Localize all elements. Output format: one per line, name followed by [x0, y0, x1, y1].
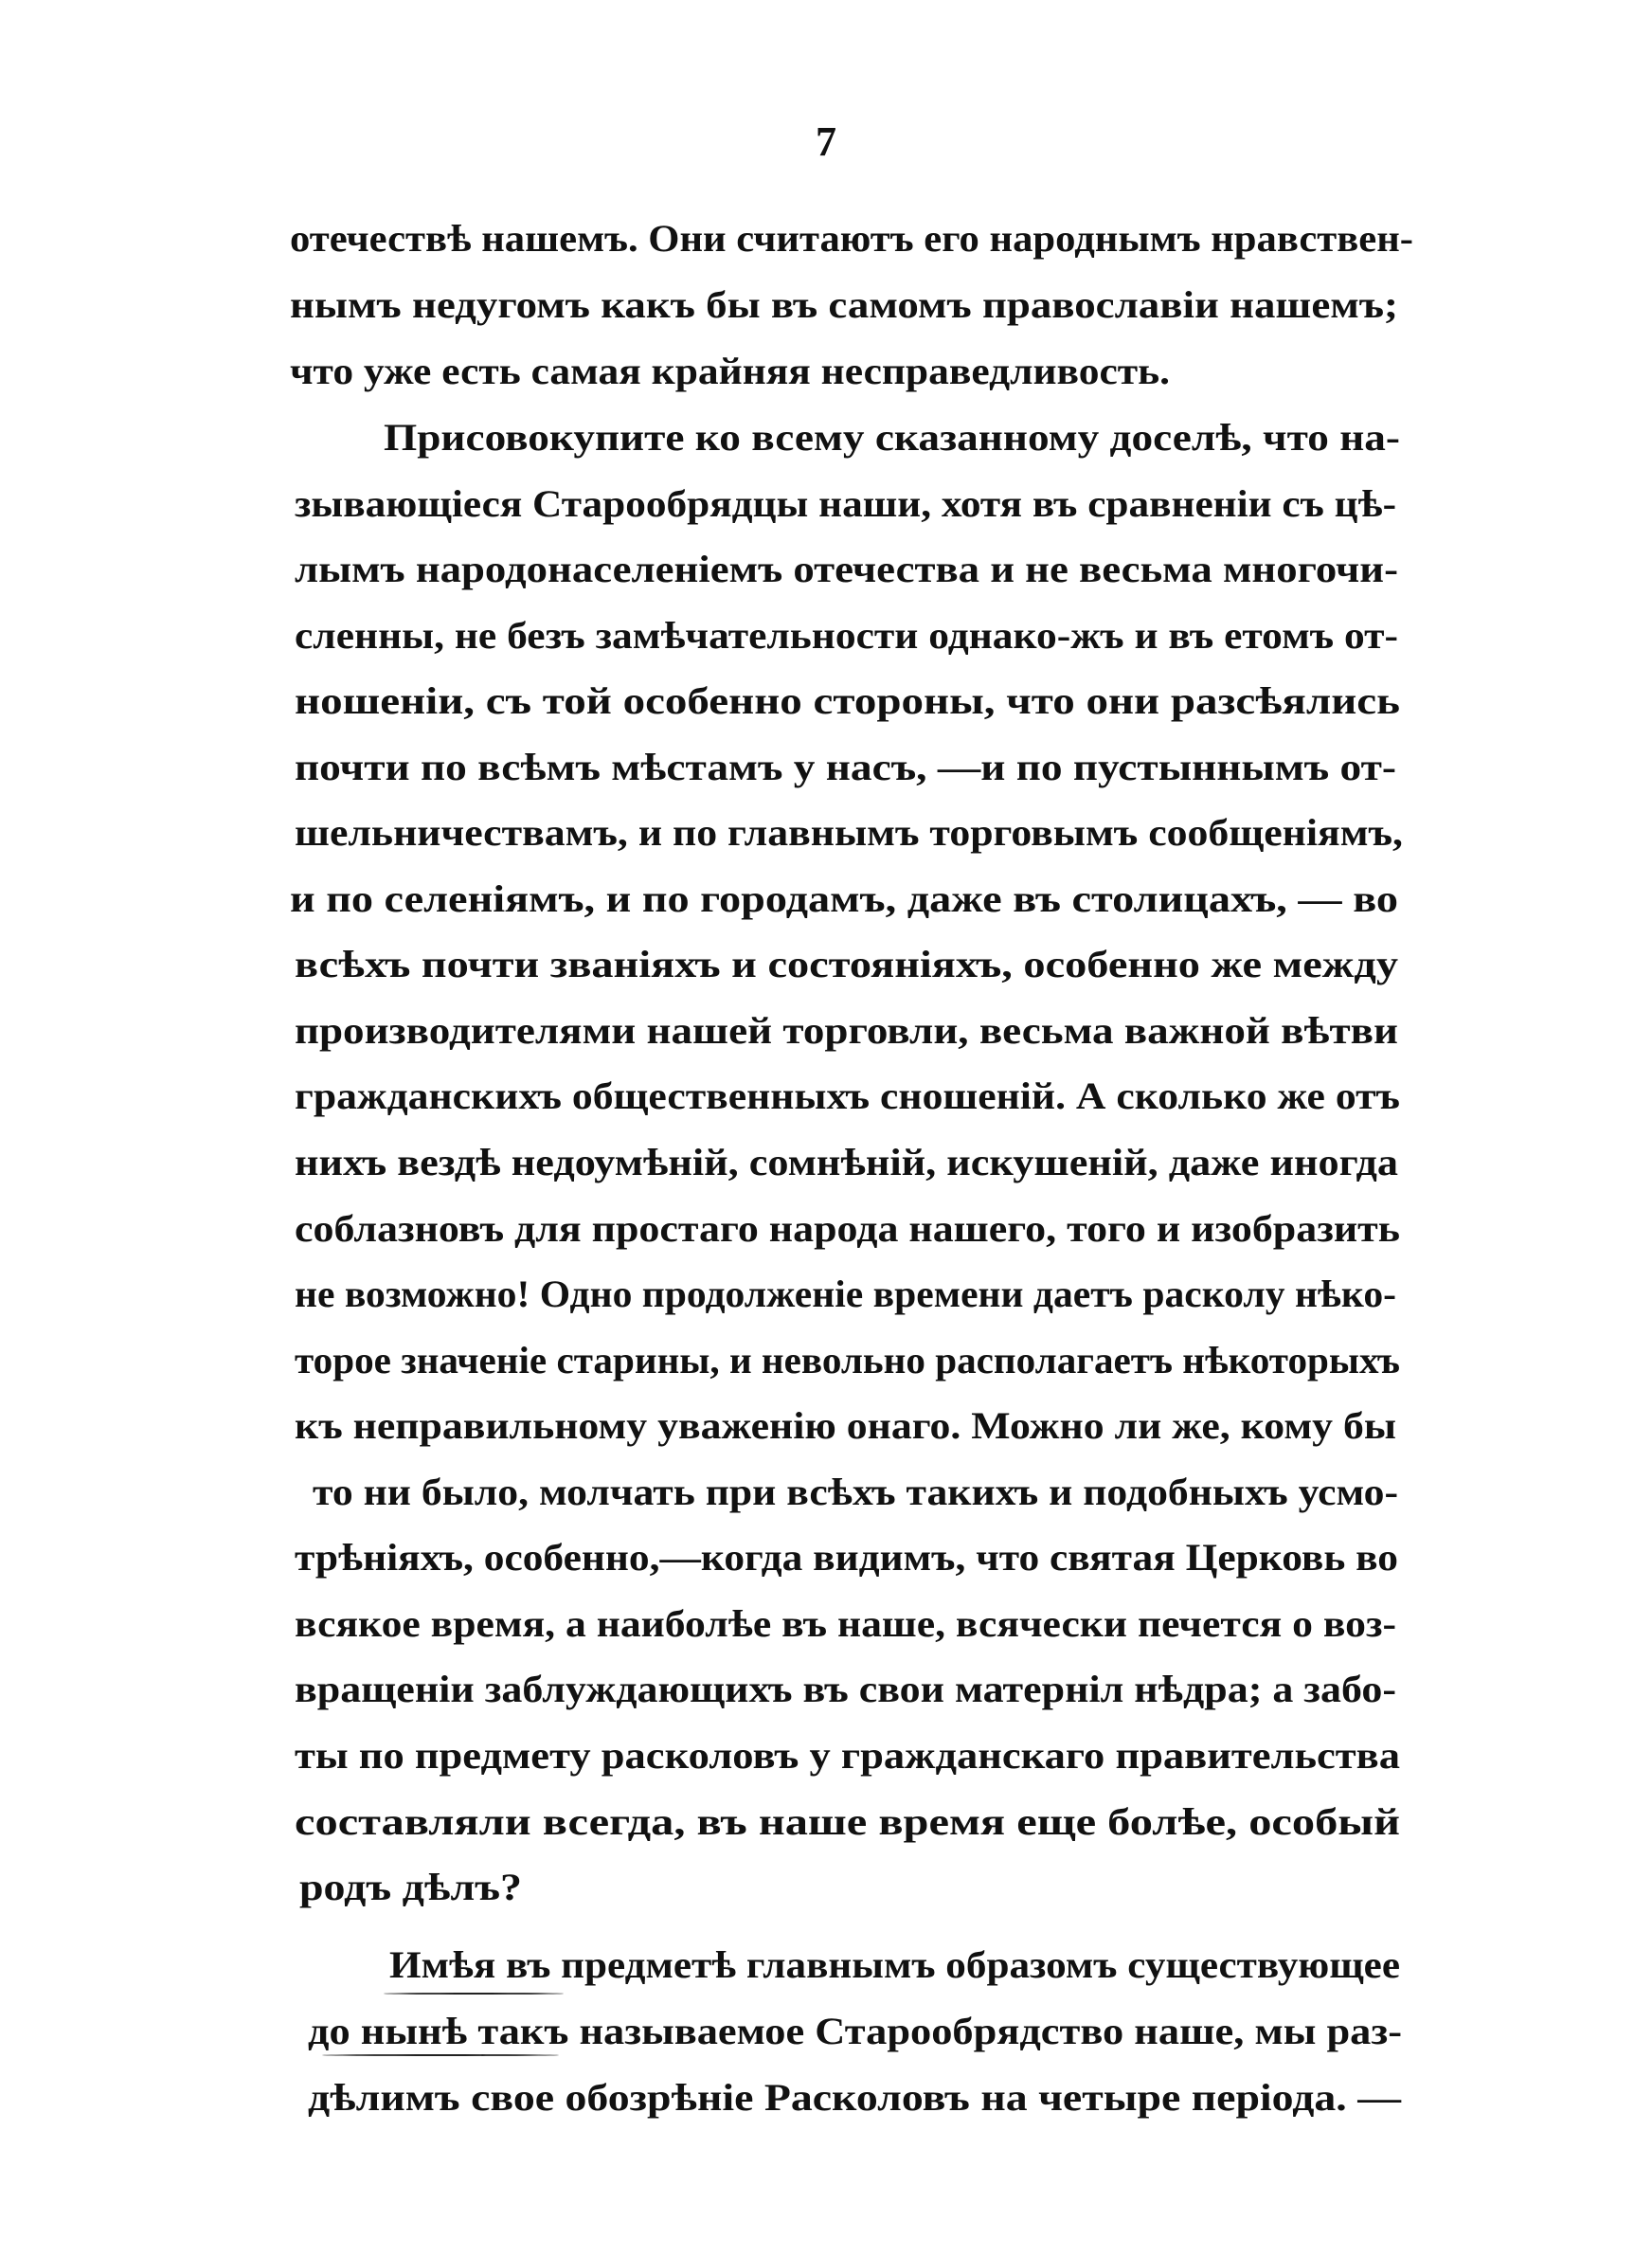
text-line: [0, 2069, 1652, 2126]
text-line: [0, 541, 1652, 598]
text-line: [0, 1068, 1652, 1125]
text-line-content: вращеніи заблуждающихъ въ свои матерніл нѣдра; а забо-: [295, 1668, 1396, 1710]
text-line-content: къ неправильному уваженію онаго. Можно ли же, кому бы: [295, 1404, 1396, 1447]
text-line-content: ты по предмету расколовъ у гражданскаго правительства: [295, 1734, 1400, 1777]
text-line-content: гражданскихъ общественныхъ сношеній. А сколько же отъ: [295, 1074, 1400, 1117]
text-line-content: и по селеніямъ, и по городамъ, даже въ столицахъ, — во: [290, 877, 1398, 920]
text-line: [0, 871, 1652, 928]
text-line: [0, 1266, 1652, 1323]
text-line: [0, 936, 1652, 993]
text-line: [0, 1134, 1652, 1191]
text-line-content: соблазновъ для простаго народа нашего, того и изобразить: [295, 1207, 1400, 1250]
text-line-content: всякое время, а наиболѣе въ наше, всячески печется о воз-: [295, 1602, 1396, 1645]
text-line-content: Присовокупите ко всему сказанному доселѣ, что на-: [384, 416, 1400, 459]
text-line-content: сленны, не безъ замѣчательности однако-жъ и въ етомъ от-: [295, 614, 1398, 657]
text-line: [0, 1794, 1652, 1851]
text-line: [0, 476, 1652, 533]
text-line: [0, 409, 1652, 466]
text-line: [0, 210, 1652, 267]
text-line-content: лымъ народонаселеніемъ отечества и не весьма многочи-: [295, 548, 1398, 590]
text-line-content: что уже есть самая крайняя несправедливость.: [290, 350, 1170, 392]
text-line-content: до нынѣ такъ называемое Старообрядство наше, мы раз-: [308, 2010, 1402, 2052]
text-line: [0, 804, 1652, 861]
text-line: [0, 1464, 1652, 1521]
text-line: [0, 1201, 1652, 1257]
text-line-content: Имѣя въ предметѣ главнымъ образомъ существующее: [389, 1943, 1400, 1986]
text-line: [0, 277, 1652, 334]
text-line-content: шельничествамъ, и по главнымъ торговымъ сообщеніямъ,: [295, 811, 1403, 854]
text-line-content: составляли всегда, въ наше время еще болѣе, особый: [295, 1800, 1400, 1843]
text-line-content: почти по всѣмъ мѣстамъ у насъ, —и по пустыннымъ от-: [295, 746, 1396, 788]
text-line-content: отечествѣ нашемъ. Они считаютъ его народнымъ нравствен-: [290, 217, 1413, 260]
text-line-content: всѣхъ почти званіяхъ и состояніяхъ, особенно же между: [295, 943, 1398, 985]
text-line-content: торое значеніе старины, и невольно располагаетъ нѣкоторыхъ: [295, 1339, 1400, 1381]
page-number: 7: [816, 118, 836, 165]
text-line-content: ношеніи, съ той особенно стороны, что они разсѣялись: [295, 679, 1400, 722]
text-line: [0, 1596, 1652, 1652]
text-line: [0, 2003, 1652, 2060]
text-line-content: трѣніяхъ, особенно,—когда видимъ, что святая Церковь во: [295, 1536, 1398, 1579]
text-line: [0, 1332, 1652, 1389]
text-line-content: нымъ недугомъ какъ бы въ самомъ православіи нашемъ;: [290, 283, 1398, 326]
text-line: [0, 673, 1652, 730]
pencil-underline: [384, 1993, 564, 1995]
text-line: [0, 739, 1652, 796]
text-line-content: нихъ вездѣ недоумѣній, сомнѣній, искушеній, даже иногда: [295, 1141, 1398, 1183]
pencil-underline: [322, 2054, 559, 2056]
text-line-content: родъ дѣлъ?: [299, 1866, 522, 1908]
text-line-content: не возможно! Одно продолженіе времени даетъ расколу нѣко-: [295, 1273, 1396, 1315]
text-line: [0, 1398, 1652, 1454]
text-line-content: дѣлимъ свое обозрѣніе Расколовъ на четыре періода. —: [308, 2076, 1401, 2119]
text-line: [0, 1661, 1652, 1718]
text-line: [0, 607, 1652, 664]
text-line-content: то ни было, молчать при всѣхъ такихъ и подобныхъ усмо-: [313, 1471, 1398, 1513]
text-line: [0, 1859, 1652, 1916]
text-line: [0, 343, 1652, 400]
text-line: [0, 1002, 1652, 1059]
text-line-content: производителями нашей торговли, весьма важной вѣтви: [295, 1009, 1398, 1052]
text-line: [0, 1937, 1652, 1994]
text-line: [0, 1529, 1652, 1586]
text-line-content: зывающіеся Старообрядцы наши, хотя въ сравненіи съ цѣ-: [295, 482, 1396, 525]
text-line: [0, 1727, 1652, 1784]
